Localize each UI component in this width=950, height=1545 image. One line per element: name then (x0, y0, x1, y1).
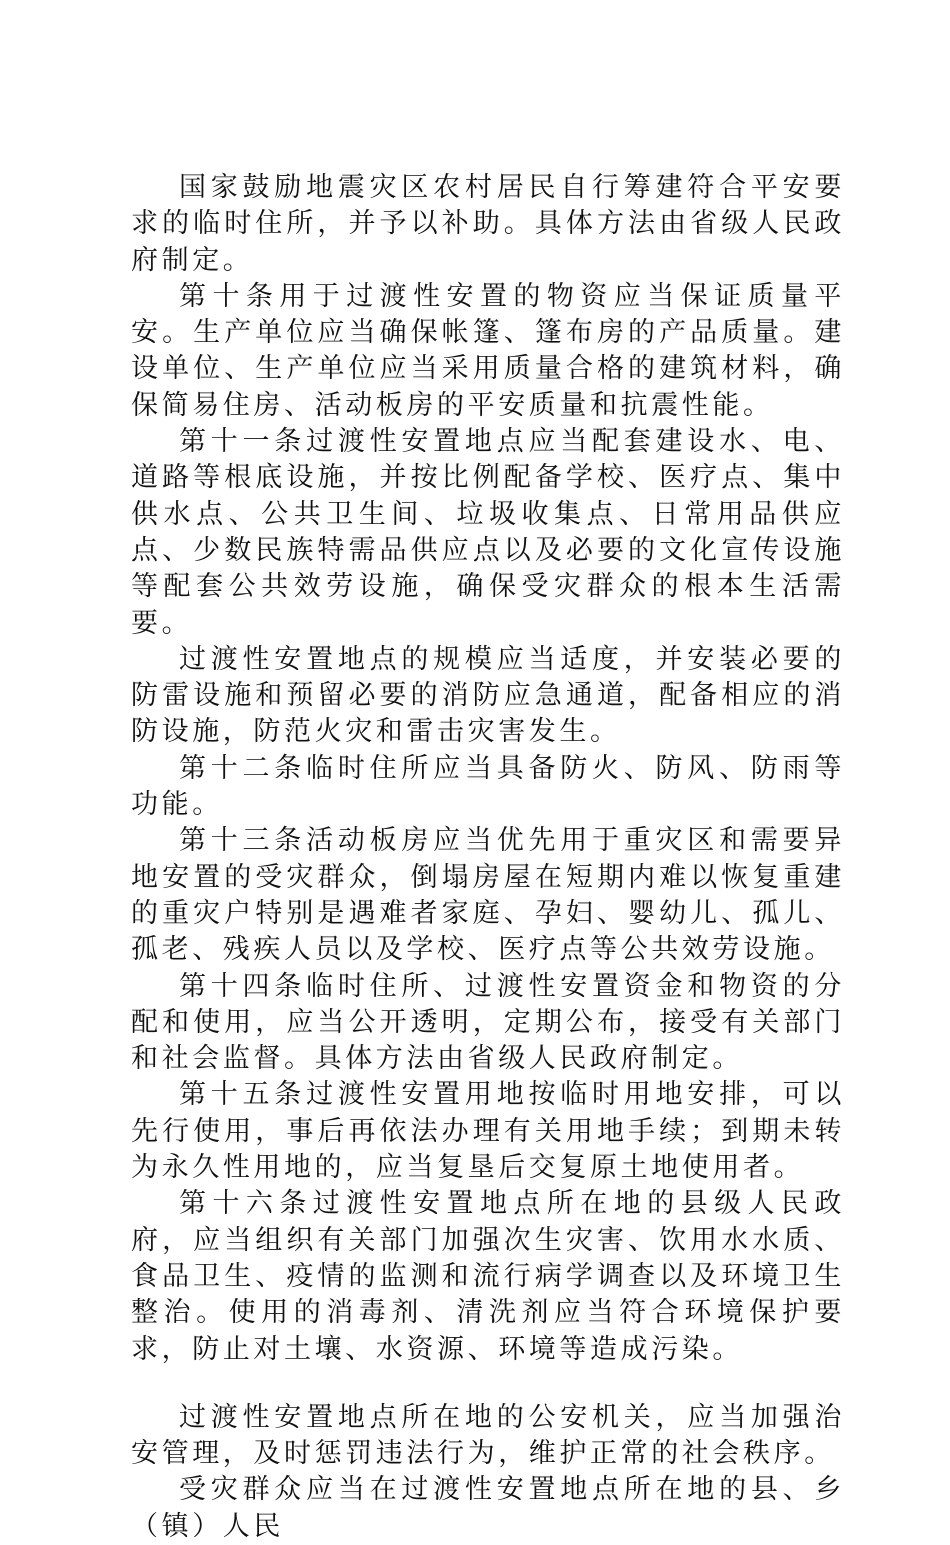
paragraph-4: 过渡性安置地点的规模应当适度，并安装必要的防雷设施和预留必要的消防应急通道，配备相应的消防设施，防范火灾和雷击灾害发生。 (131, 643, 845, 748)
paragraph-11: 受灾群众应当在过渡性安置地点所在地的县、乡（镇）人民 (131, 1474, 845, 1542)
paragraph-8: 第十五条过渡性安置用地按临时用地安排，可以先行使用，事后再依法办理有关用地手续；到期未转为永久性用地的，应当复垦后交复原土地使用者。 (131, 1079, 845, 1184)
paragraph-5: 第十二条临时住所应当具备防火、防风、防雨等功能。 (131, 752, 845, 821)
paragraph-9: 第十六条过渡性安置地点所在地的县级人民政府，应当组织有关部门加强次生灾害、饮用水水质、食品卫生、疫情的监测和流行病学调查以及环境卫生整治。使用的消毒剂、清洗剂应当符合环境保护要求，防止对土壤、水资源、环境等造成污染。 (131, 1188, 845, 1365)
paragraph-3: 第十一条过渡性安置地点应当配套建设水、电、道路等根底设施，并按比例配备学校、医疗点、集中供水点、公共卫生间、垃圾收集点、日常用品供应点、少数民族特需品供应点以及必要的文化宣传设施等配套公共效劳设施，确保受灾群众的根本生活需要。 (131, 426, 845, 639)
paragraph-10: 过渡性安置地点所在地的公安机关，应当加强治安管理，及时惩罚违法行为，维护正常的社会秩序。 (131, 1401, 845, 1470)
paragraph-2: 第十条用于过渡性安置的物资应当保证质量平安。生产单位应当确保帐篷、篷布房的产品质量。建设单位、生产单位应当采用质量合格的建筑材料，确保简易住房、活动板房的平安质量和抗震性能。 (131, 280, 845, 421)
document-body (131, 170, 845, 1545)
paragraph-7: 第十四条临时住所、过渡性安置资金和物资的分配和使用，应当公开透明，定期公布，接受有关部门和社会监督。具体方法由省级人民政府制定。 (131, 970, 845, 1075)
paragraph-1: 国家鼓励地震灾区农村居民自行筹建符合平安要求的临时住所，并予以补助。具体方法由省级人民政府制定。 (131, 172, 845, 276)
paragraph-6: 第十三条活动板房应当优先用于重灾区和需要异地安置的受灾群众，倒塌房屋在短期内难以恢复重建的重灾户特别是遇难者家庭、孕妇、婴幼儿、孤儿、孤老、残疾人员以及学校、医疗点等公共效劳设施。 (131, 825, 845, 966)
